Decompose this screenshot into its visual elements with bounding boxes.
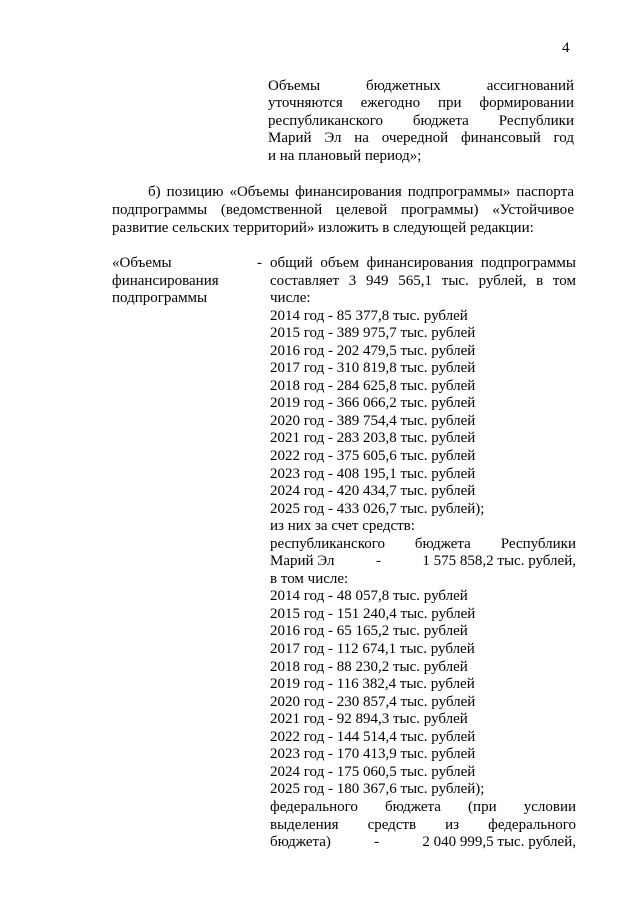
republic-incl-label: в том числе: (270, 570, 349, 587)
federal-dash: - (374, 834, 380, 851)
republic-year-list (270, 588, 576, 799)
paragraph-line: подпрограммы (ведомственной целевой программы) «Устойчивое (112, 201, 574, 218)
paragraph-line: б) позицию «Объемы финансирования подпрограммы» паспорта (148, 184, 574, 200)
total-line: числе: (270, 290, 311, 307)
funding-label-line: подпрограммы (112, 290, 208, 307)
total-line: общий объем финансирования подпрограммы (270, 255, 576, 271)
federal-budget-line: выделения средств из федерального (270, 816, 576, 833)
total-year-item: 2024 год - 420 434,7 тыс. рублей (270, 483, 476, 500)
funding-label-column (112, 255, 262, 308)
intro-line: Объемы бюджетных ассигнований (268, 78, 574, 94)
total-year-item: 2016 год - 202 479,5 тыс. рублей (270, 342, 476, 359)
republic-year-item: 2018 год - 88 230,2 тыс. рублей (270, 658, 468, 675)
republic-name: Марий Эл (270, 553, 335, 570)
total-year-item: 2018 год - 284 625,8 тыс. рублей (270, 377, 476, 394)
republic-dash: - (375, 553, 381, 570)
republic-amount: 1 575 858,2 тыс. рублей, (422, 553, 576, 570)
total-year-item: 2015 год - 389 975,7 тыс. рублей (270, 325, 476, 342)
intro-clause (268, 78, 574, 165)
funding-label-line: «Объемы (112, 255, 172, 271)
federal-name: бюджета) (270, 834, 331, 851)
sources-label: из них за счет средств: (270, 518, 415, 535)
amendment-paragraph (112, 184, 574, 237)
republic-year-item: 2025 год - 180 367,6 тыс. рублей); (270, 781, 485, 798)
paragraph-line-last: развитие сельских территорий» изложить в следующей редакции: (112, 219, 534, 236)
republic-budget-sum (270, 553, 576, 571)
intro-line: уточняются ежегодно при формировании (268, 95, 574, 112)
intro-line-last: и на плановый период»; (268, 147, 422, 164)
total-year-item: 2019 год - 366 066,2 тыс. рублей (270, 395, 476, 412)
republic-year-item: 2017 год - 112 674,1 тыс. рублей (270, 641, 475, 658)
total-year-item: 2017 год - 310 819,8 тыс. рублей (270, 360, 476, 377)
total-year-list (270, 308, 576, 519)
federal-budget-sum (270, 834, 576, 852)
republic-year-item: 2024 год - 175 060,5 тыс. рублей (270, 763, 476, 780)
total-year-item: 2021 год - 283 203,8 тыс. рублей (270, 430, 476, 447)
republic-budget-line: республиканского бюджета Республики (270, 535, 576, 552)
label-dash: - (257, 255, 262, 271)
total-year-item: 2025 год - 433 026,7 тыс. рублей); (270, 500, 485, 517)
total-year-item: 2023 год - 408 195,1 тыс. рублей (270, 465, 476, 482)
intro-line: Марий Эл на очередной финансовый год (268, 130, 574, 147)
republic-year-item: 2021 год - 92 894,3 тыс. рублей (270, 711, 468, 728)
federal-amount: 2 040 999,5 тыс. рублей, (422, 834, 576, 851)
total-year-item: 2020 год - 389 754,4 тыс. рублей (270, 412, 476, 429)
funding-details-column (270, 255, 576, 852)
republic-year-item: 2020 год - 230 857,4 тыс. рублей (270, 693, 476, 710)
republic-year-item: 2019 год - 116 382,4 тыс. рублей (270, 676, 475, 693)
total-year-item: 2014 год - 85 377,8 тыс. рублей (270, 307, 468, 324)
total-year-item: 2022 год - 375 605,6 тыс. рублей (270, 448, 476, 465)
funding-label-line: финансирования (112, 272, 219, 289)
page-number: 4 (562, 40, 570, 56)
federal-budget-line: федерального бюджета (при условии (270, 798, 576, 815)
republic-year-item: 2014 год - 48 057,8 тыс. рублей (270, 588, 468, 605)
republic-year-item: 2022 год - 144 514,4 тыс. рублей (270, 728, 476, 745)
intro-line: республиканского бюджета Республики (268, 112, 574, 129)
republic-year-item: 2015 год - 151 240,4 тыс. рублей (270, 605, 476, 622)
republic-year-item: 2023 год - 170 413,9 тыс. рублей (270, 746, 476, 763)
republic-year-item: 2016 год - 65 165,2 тыс. рублей (270, 623, 468, 640)
total-line: составляет 3 949 565,1 тыс. рублей, в том (270, 272, 576, 289)
